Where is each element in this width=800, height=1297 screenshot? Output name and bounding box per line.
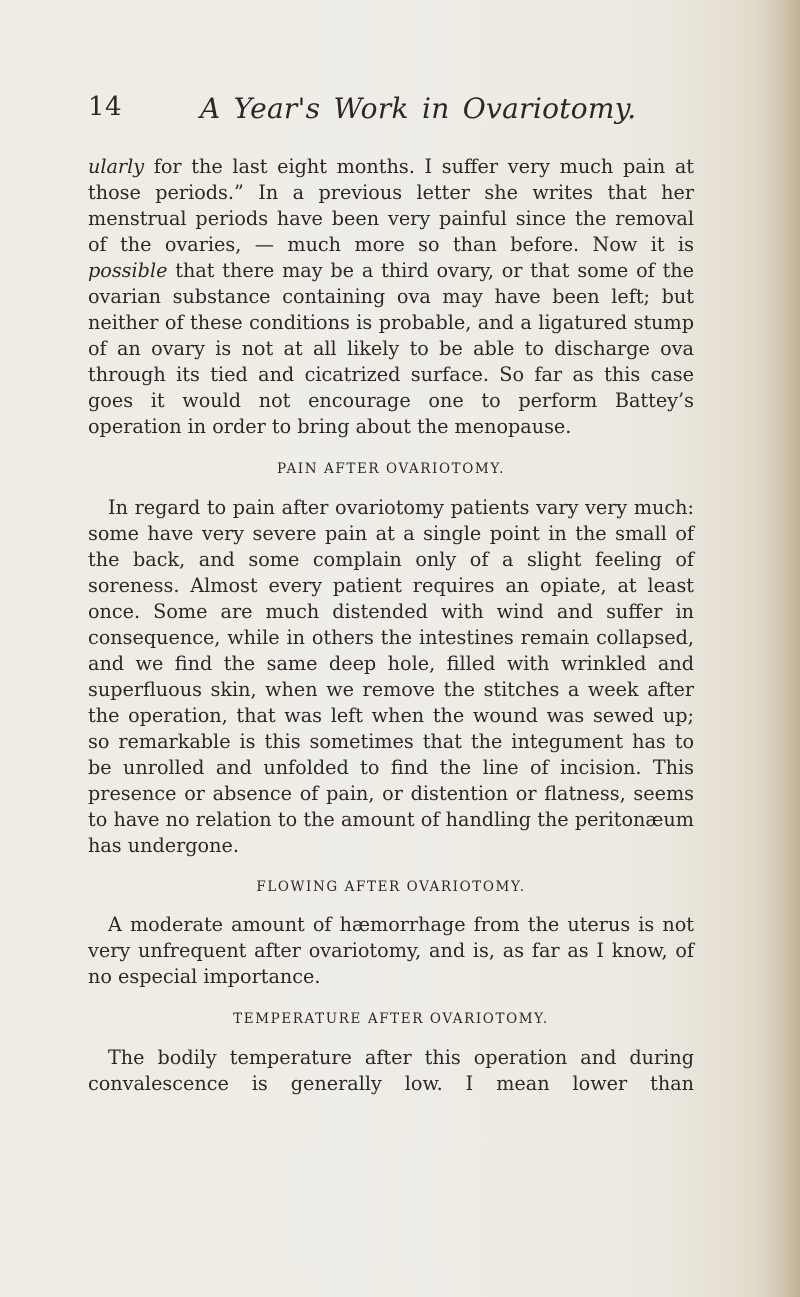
page-number: 14 (88, 92, 123, 122)
section-paragraph-flowing: A moderate amount of hæmorrhage from the uterus is not very unfrequent after ovariotomy, and is, as far as I know, of no especial importance. (88, 913, 694, 988)
section-heading-temperature: TEMPERATURE AFTER OVARIOTOMY. (233, 1011, 549, 1027)
body-text (88, 154, 701, 1097)
page-edge-shadow (760, 0, 800, 1297)
section-heading-flowing: FLOWING AFTER OVARIOTOMY. (256, 879, 526, 895)
running-title: A Year's Work in Ovariotomy. (200, 92, 637, 125)
continued-paragraph (88, 154, 701, 440)
text-segment: that there may be a third ovary, or that some of the ovarian substance containing ova may have been left; but neither of these conditions is probable, and a ligatured stump of an ovary is not at all likely to be able to discharge ova through its tied and cicatrized surface. So far as this case goes it would not encourage one to perform Battey’s operation in order to bring about the menopause. (88, 259, 701, 438)
text-segment: for the last eight months. I suffer very much pain at those periods.” In a previous letter she writes that her menstrual periods have been very painful since the removal of the ovaries, — much more so than before. Now it is (88, 155, 701, 256)
page-header (88, 92, 728, 134)
section-heading-pain: PAIN AFTER OVARIOTOMY. (277, 461, 505, 477)
section-paragraph-pain: In regard to pain after ovariotomy patients vary very much: some have very severe pain at a single point in the small of the back, and some complain only of a slight feeling of soreness. Almost every patient requires an opiate, at least once. Some are much distended with wind and suffer in consequence, while in others the intestines remain collapsed, and we find the same deep hole, filled with wrinkled and superfluous skin, when we remove the stitches a week after the operation, that was left when the wound was sewed up; so remarkable is this sometimes that the integument has to be unrolled and unfolded to find the line of incision. This presence or absence of pain, or distention or flatness, seems to have no relation to the amount of handling the peritonæum has undergone. (88, 496, 694, 857)
text-segment-italic: ularly (88, 155, 145, 178)
text-segment-italic: possible (88, 259, 168, 282)
section-paragraph-temperature: The bodily temperature after this operation and during convalescence is generally low. I mean lower than (88, 1046, 694, 1095)
